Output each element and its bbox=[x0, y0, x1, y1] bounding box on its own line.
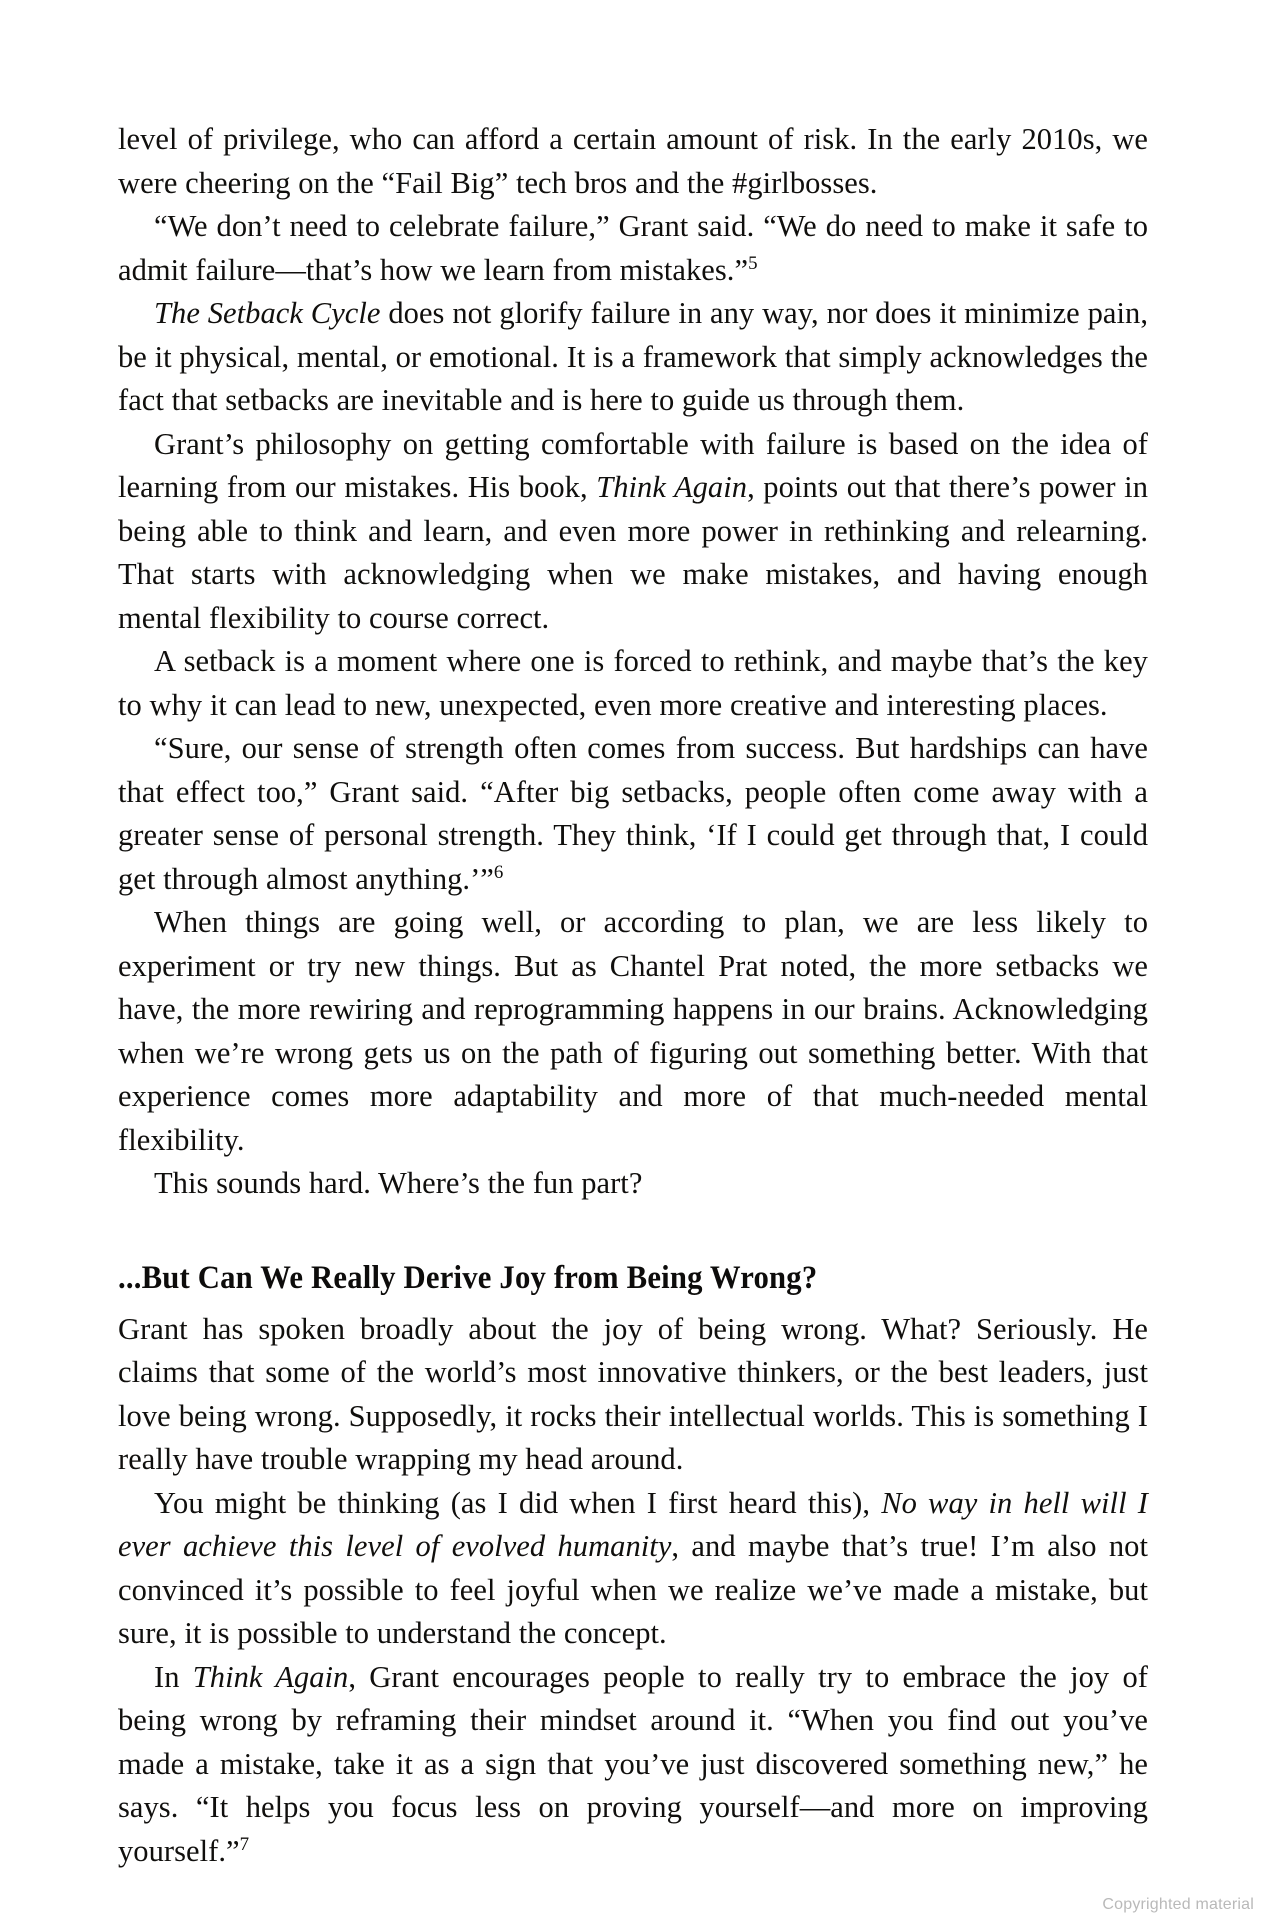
text-run: A setback is a moment where one is forced to rethink, and maybe that’s the key to why it can lead to new, unexpected, even more creative and interesting places. bbox=[118, 644, 1148, 722]
copyright-watermark: Copyrighted material bbox=[1102, 1896, 1254, 1913]
heading-derive-joy: ...But Can We Really Derive Joy from Being Wrong? bbox=[118, 1259, 818, 1296]
text-run: , points out that there’s power in being able to think and learn, and even more power in rethinking and relearning. That starts with acknowledging when we make mistakes, and having enough mental flexibility to course correct. bbox=[118, 470, 1148, 635]
text-run: You might be thinking (as I did when I first heard this), bbox=[154, 1485, 882, 1520]
p-setback-cycle bbox=[118, 292, 1148, 423]
footnote-marker: 6 bbox=[493, 861, 504, 883]
p-grant-philosophy bbox=[118, 423, 1148, 641]
p-privilege bbox=[118, 118, 1148, 205]
p-grant-spoken-broadly bbox=[118, 1308, 1148, 1482]
text-run: “We don’t need to celebrate failure,” Grant said. “We do need to make it safe to admit failure—that’s how we learn from mistakes.” bbox=[118, 209, 1148, 287]
p-celebrate-failure bbox=[118, 205, 1148, 292]
italic-run: Think Again bbox=[192, 1659, 349, 1694]
p-sounds-hard bbox=[118, 1162, 1148, 1206]
body-text-block-lower bbox=[118, 1308, 1148, 1874]
p-you-might-be-thinking bbox=[118, 1482, 1148, 1656]
page-content bbox=[118, 118, 1148, 1873]
italic-run: The Setback Cycle bbox=[154, 296, 381, 330]
p-when-things-going-well bbox=[118, 901, 1148, 1162]
text-run: “Sure, our sense of strength often comes from success. But hardships can have that effect too,” Grant said. “After big setbacks, people often come away with a greater sense of personal strength. They think, ‘If I could get through that, I could get through almost anything.’” bbox=[118, 731, 1148, 896]
text-run: In bbox=[154, 1659, 193, 1694]
text-run: Grant has spoken broadly about the joy of being wrong. What? Seriously. He claims that some of the world’s most innovative thinkers, or the best leaders, just love being wrong. Supposedly, it rocks their intellectual worlds. This is something I really have trouble wrapping my head around. bbox=[118, 1311, 1148, 1476]
p-setback-moment bbox=[118, 640, 1148, 727]
text-run: , Grant encourages people to really try to embrace the joy of being wrong by reframing their mindset around it. “When you find out you’ve made a mistake, take it as a sign that you’ve just discovered something new,” he says. “It helps you focus less on proving yourself—and more on improving yourself.” bbox=[118, 1659, 1148, 1868]
p-in-think-again bbox=[118, 1656, 1148, 1874]
italic-run: Think Again bbox=[596, 470, 748, 504]
p-sure-strength bbox=[118, 727, 1148, 901]
text-run: level of privilege, who can afford a certain amount of risk. In the early 2010s, we were cheering on the “Fail Big” tech bros and the #girlbosses. bbox=[118, 122, 1148, 200]
footnote-marker: 7 bbox=[239, 1833, 250, 1855]
italic-run: No way in hell will I ever achieve this level of evolved humanity bbox=[118, 1485, 1148, 1563]
text-run: When things are going well, or according to plan, we are less likely to experiment or try new things. But as Chantel Prat noted, the more setbacks we have, the more rewiring and reprogramming happens in our brains. Acknowledging when we’re wrong gets us on the path of figuring out something better. With that experience comes more adaptability and more of that much-needed mental flexibility. bbox=[118, 905, 1148, 1157]
text-run: does not glorify failure in any way, nor does it minimize pain, be it physical, mental, or emotional. It is a framework that simply acknowledges the fact that setbacks are inevitable and is here to guide us through them. bbox=[118, 296, 1148, 417]
section-heading-block bbox=[118, 1258, 1148, 1298]
footnote-marker: 5 bbox=[748, 252, 758, 274]
text-run: Grant’s philosophy on getting comfortable with failure is based on the idea of learning from our mistakes. His book, bbox=[118, 426, 1148, 504]
body-text-block-upper bbox=[118, 118, 1148, 1206]
text-run: , and maybe that’s true! I’m also not convinced it’s possible to feel joyful when we realize we’ve made a mistake, but sure, it is possible to understand the concept. bbox=[118, 1529, 1148, 1650]
text-run: This sounds hard. Where’s the fun part? bbox=[154, 1166, 643, 1200]
